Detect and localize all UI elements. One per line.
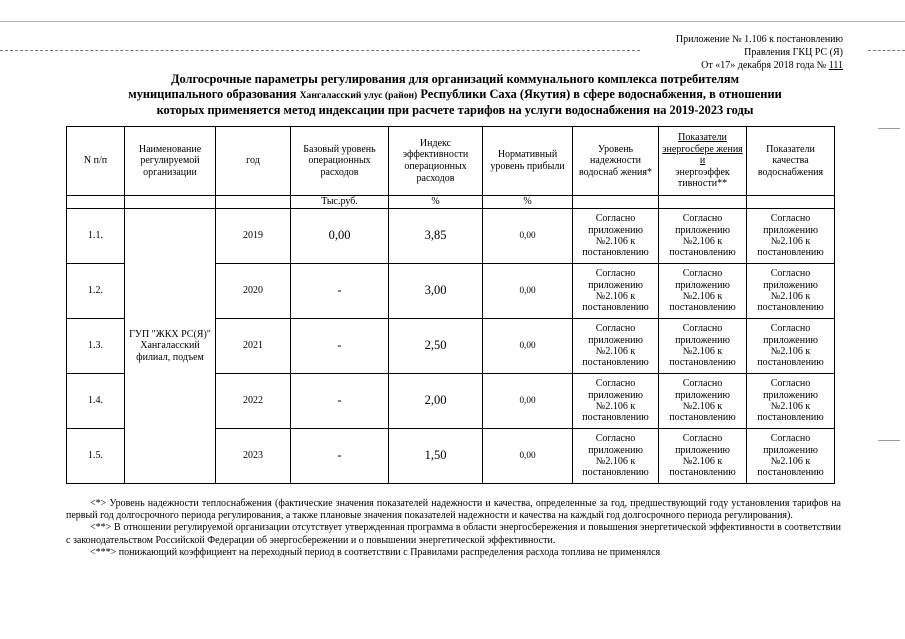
- row-reliability: Согласно приложению №2.106 к постановлению: [573, 374, 659, 429]
- footnote-1: <*> Уровень надежности теплоснабжения (фактические значения показателей надежности и качества, определенные за год, предшествующий году установления тарифов на первый год долгосрочного периода регулирования, а также плановые значения показателей надежности и качества на каждый год долгосрочного периода регулирования).: [66, 498, 841, 522]
- row-base: -: [291, 319, 389, 374]
- row-year: 2023: [216, 429, 291, 484]
- row-base: -: [291, 374, 389, 429]
- row-quality: Согласно приложению №2.106 к постановлению: [747, 374, 835, 429]
- title-line-2: [60, 87, 850, 104]
- margin-mark: [878, 128, 900, 129]
- unit-cell: [747, 196, 835, 209]
- footnotes: [66, 498, 841, 559]
- municipality-name: Хангаласский улус (район): [299, 89, 418, 101]
- header-quality: Показатели качества водоснабжения: [747, 127, 835, 196]
- row-profit: 0,00: [483, 209, 573, 264]
- footnote-2: <**> В отношении регулируемой организации отсутствует утвержденная программа в области энергосбережения и повышения энергетической эффективности в соответствии с законодательством Российской Федерации об энергосбережении и о повышении энергетической эффективности.: [66, 522, 841, 546]
- header-energy-part: энергоэффек тивности**: [675, 166, 730, 190]
- dashed-rule-left: [0, 50, 640, 51]
- header-reliability: Уровень надежности водоснаб жения*: [573, 127, 659, 196]
- row-quality: Согласно приложению №2.106 к постановлению: [747, 319, 835, 374]
- row-profit: 0,00: [483, 429, 573, 484]
- organization-name: ГУП "ЖКХ РС(Я)" Хангаласский филиал, подъем: [125, 209, 216, 484]
- title-part: муниципального образования: [128, 86, 297, 101]
- row-profit: 0,00: [483, 319, 573, 374]
- title-part: Республики Саха (Якутия) в сфере водоснабжения, в отношении: [420, 86, 782, 101]
- margin-mark: [878, 440, 900, 441]
- date-text: От «17» декабря 2018 года №: [701, 60, 827, 71]
- row-year: 2021: [216, 319, 291, 374]
- row-energy: Согласно приложению №2.106 к постановлению: [659, 319, 747, 374]
- header-base-costs: Базовый уровень операционных расходов: [291, 127, 389, 196]
- header-energy-part: Показатели энергосбере жения и: [662, 132, 743, 167]
- row-energy: Согласно приложению №2.106 к постановлению: [659, 209, 747, 264]
- units-row: [67, 196, 835, 209]
- unit-base: Тыс.руб.: [291, 196, 389, 209]
- unit-index: %: [389, 196, 483, 209]
- row-year: 2022: [216, 374, 291, 429]
- unit-cell: [659, 196, 747, 209]
- row-profit: 0,00: [483, 264, 573, 319]
- row-energy: Согласно приложению №2.106 к постановлению: [659, 429, 747, 484]
- row-index: 3,00: [389, 264, 483, 319]
- row-num: 1.5.: [67, 429, 125, 484]
- row-year: 2019: [216, 209, 291, 264]
- footnote-3: <***> понижающий коэффициент на переходный период в соответствии с Правилами распределения расхода топлива не применялся: [90, 546, 661, 558]
- unit-cell: [67, 196, 125, 209]
- row-index: 2,50: [389, 319, 483, 374]
- row-index: 2,00: [389, 374, 483, 429]
- header-organization: Наименование регулируемой организации: [125, 127, 216, 196]
- row-reliability: Согласно приложению №2.106 к постановлению: [573, 264, 659, 319]
- row-base: 0,00: [291, 209, 389, 264]
- document-title: [60, 72, 850, 118]
- row-base: -: [291, 429, 389, 484]
- row-profit: 0,00: [483, 374, 573, 429]
- title-line-1: Долгосрочные параметры регулирования для организаций коммунального комплекса потребителям: [170, 72, 740, 86]
- row-index: 1,50: [389, 429, 483, 484]
- row-quality: Согласно приложению №2.106 к постановлению: [747, 429, 835, 484]
- row-reliability: Согласно приложению №2.106 к постановлению: [573, 209, 659, 264]
- header-efficiency-index: Индекс эффективности операционных расходов: [389, 127, 483, 196]
- unit-cell: [125, 196, 216, 209]
- row-base: -: [291, 264, 389, 319]
- top-rule: [0, 21, 905, 22]
- row-num: 1.1.: [67, 209, 125, 264]
- parameters-table: [66, 126, 835, 484]
- row-reliability: Согласно приложению №2.106 к постановлению: [573, 429, 659, 484]
- dashed-rule-right: [868, 50, 905, 51]
- annex-line: Приложение № 1.106 к постановлению: [675, 34, 843, 45]
- title-line-3: которых применяется метод индексации при расчете тарифов на услуги водоснабжения на 2019-2023 годы: [156, 103, 754, 118]
- header-profit-level: Нормативный уровень прибыли: [483, 127, 573, 196]
- table-row: [67, 209, 835, 264]
- row-quality: Согласно приложению №2.106 к постановлению: [747, 209, 835, 264]
- row-reliability: Согласно приложению №2.106 к постановлению: [573, 319, 659, 374]
- header-num: N п/п: [67, 127, 125, 196]
- row-num: 1.4.: [67, 374, 125, 429]
- unit-profit: %: [483, 196, 573, 209]
- header-energy: [659, 127, 747, 196]
- row-index: 3,85: [389, 209, 483, 264]
- order-number: 111: [828, 60, 843, 71]
- unit-cell: [573, 196, 659, 209]
- authority-line: Правления ГКЦ РС (Я): [744, 47, 843, 58]
- header-row: [67, 127, 835, 196]
- header-year: год: [216, 127, 291, 196]
- row-energy: Согласно приложению №2.106 к постановлению: [659, 264, 747, 319]
- row-quality: Согласно приложению №2.106 к постановлению: [747, 264, 835, 319]
- row-year: 2020: [216, 264, 291, 319]
- row-num: 1.3.: [67, 319, 125, 374]
- row-energy: Согласно приложению №2.106 к постановлению: [659, 374, 747, 429]
- unit-cell: [216, 196, 291, 209]
- row-num: 1.2.: [67, 264, 125, 319]
- date-line: [701, 59, 843, 72]
